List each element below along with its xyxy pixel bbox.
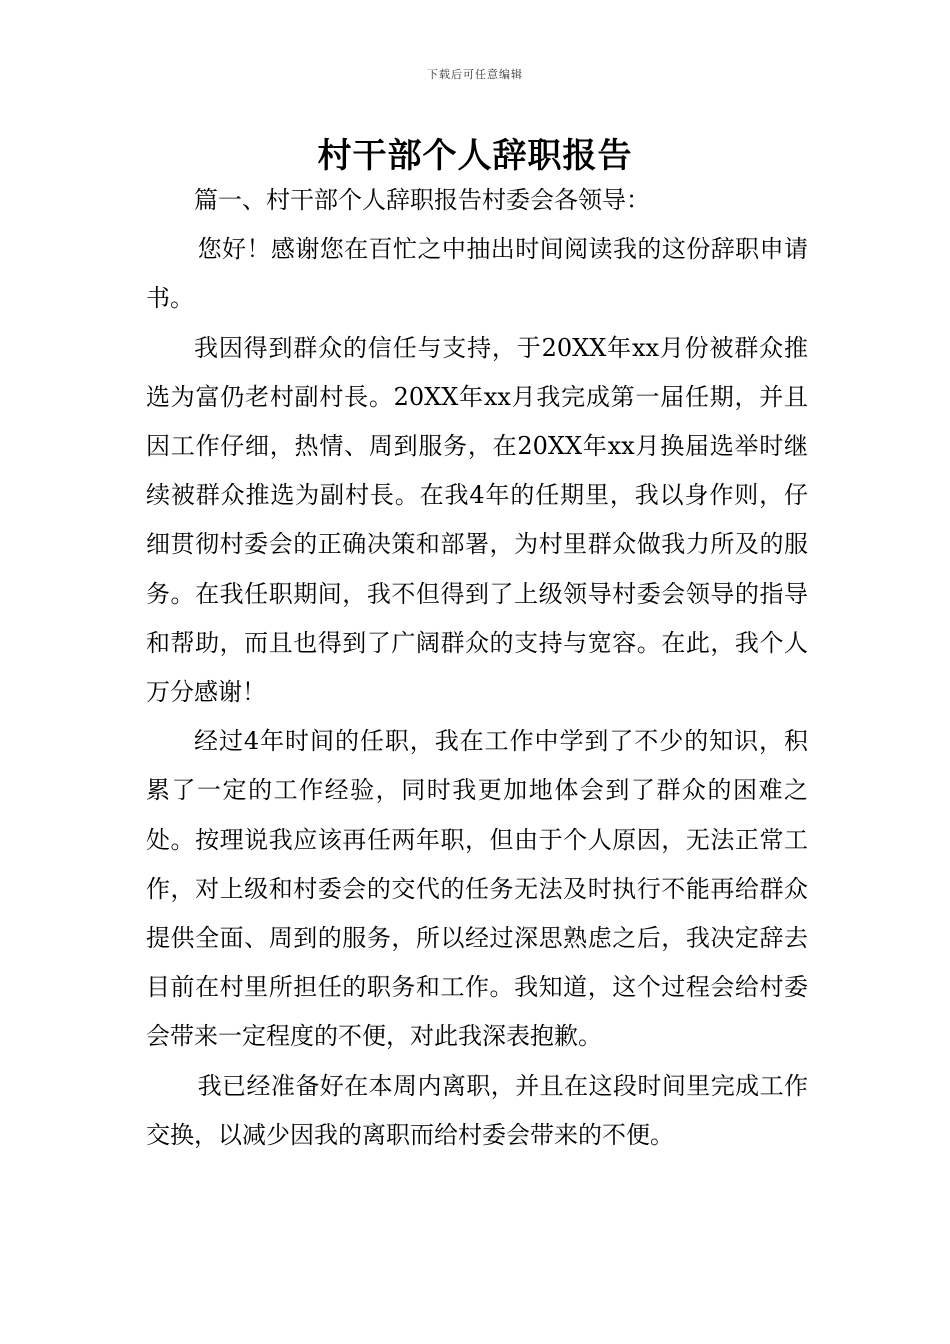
paragraph-background: 我因得到群众的信任与支持，于20XX年xx月份被群众推选为富仍老村副村長。20XX年xx月我完成第一届任期，并且因工作仔细，热情、周到服务，在20XX年xx月换届选举时继续被群众推选为副村長。在我4年的任期里，我以身作则，仔细贯彻村委会的正确决策和部署，为村里群众做我力所及的服务。在我任职期间，我不但得到了上级领导村委会领导的指导和帮助，而且也得到了广阔群众的支持与宽容。在此，我个人万分感谢！ bbox=[146, 333, 808, 707]
document-body bbox=[146, 176, 808, 1160]
paragraph-reason: 经过4年时间的任职，我在工作中学到了不少的知识，积累了一定的工作经验，同时我更加地体会到了群众的困难之处。按理说我应该再任两年职，但由于个人原因，无法正常工作，对上级和村委会的交代的任务无法及时执行不能再给群众提供全面、周到的服务，所以经过深思熟虑之后，我决定辞去目前在村里所担任的职务和工作。我知道，这个过程会给村委会带来一定程度的不便，对此我深表抱歉。 bbox=[146, 727, 808, 1051]
paragraph-salutation: 篇一、村干部个人辞职报告村委会各领导： bbox=[194, 186, 650, 214]
paragraph-closing: 我已经准备好在本周内离职，并且在这段时间里完成工作交换，以减少因我的离职而给村委会带来的不便。 bbox=[146, 1071, 808, 1149]
paragraph-greeting: 您好！感谢您在百忙之中抽出时间阅读我的这份辞职申请书。 bbox=[146, 235, 808, 313]
document-title: 村干部个人辞职报告 bbox=[317, 136, 633, 176]
header-note: 下载后可任意编辑 bbox=[427, 68, 523, 81]
